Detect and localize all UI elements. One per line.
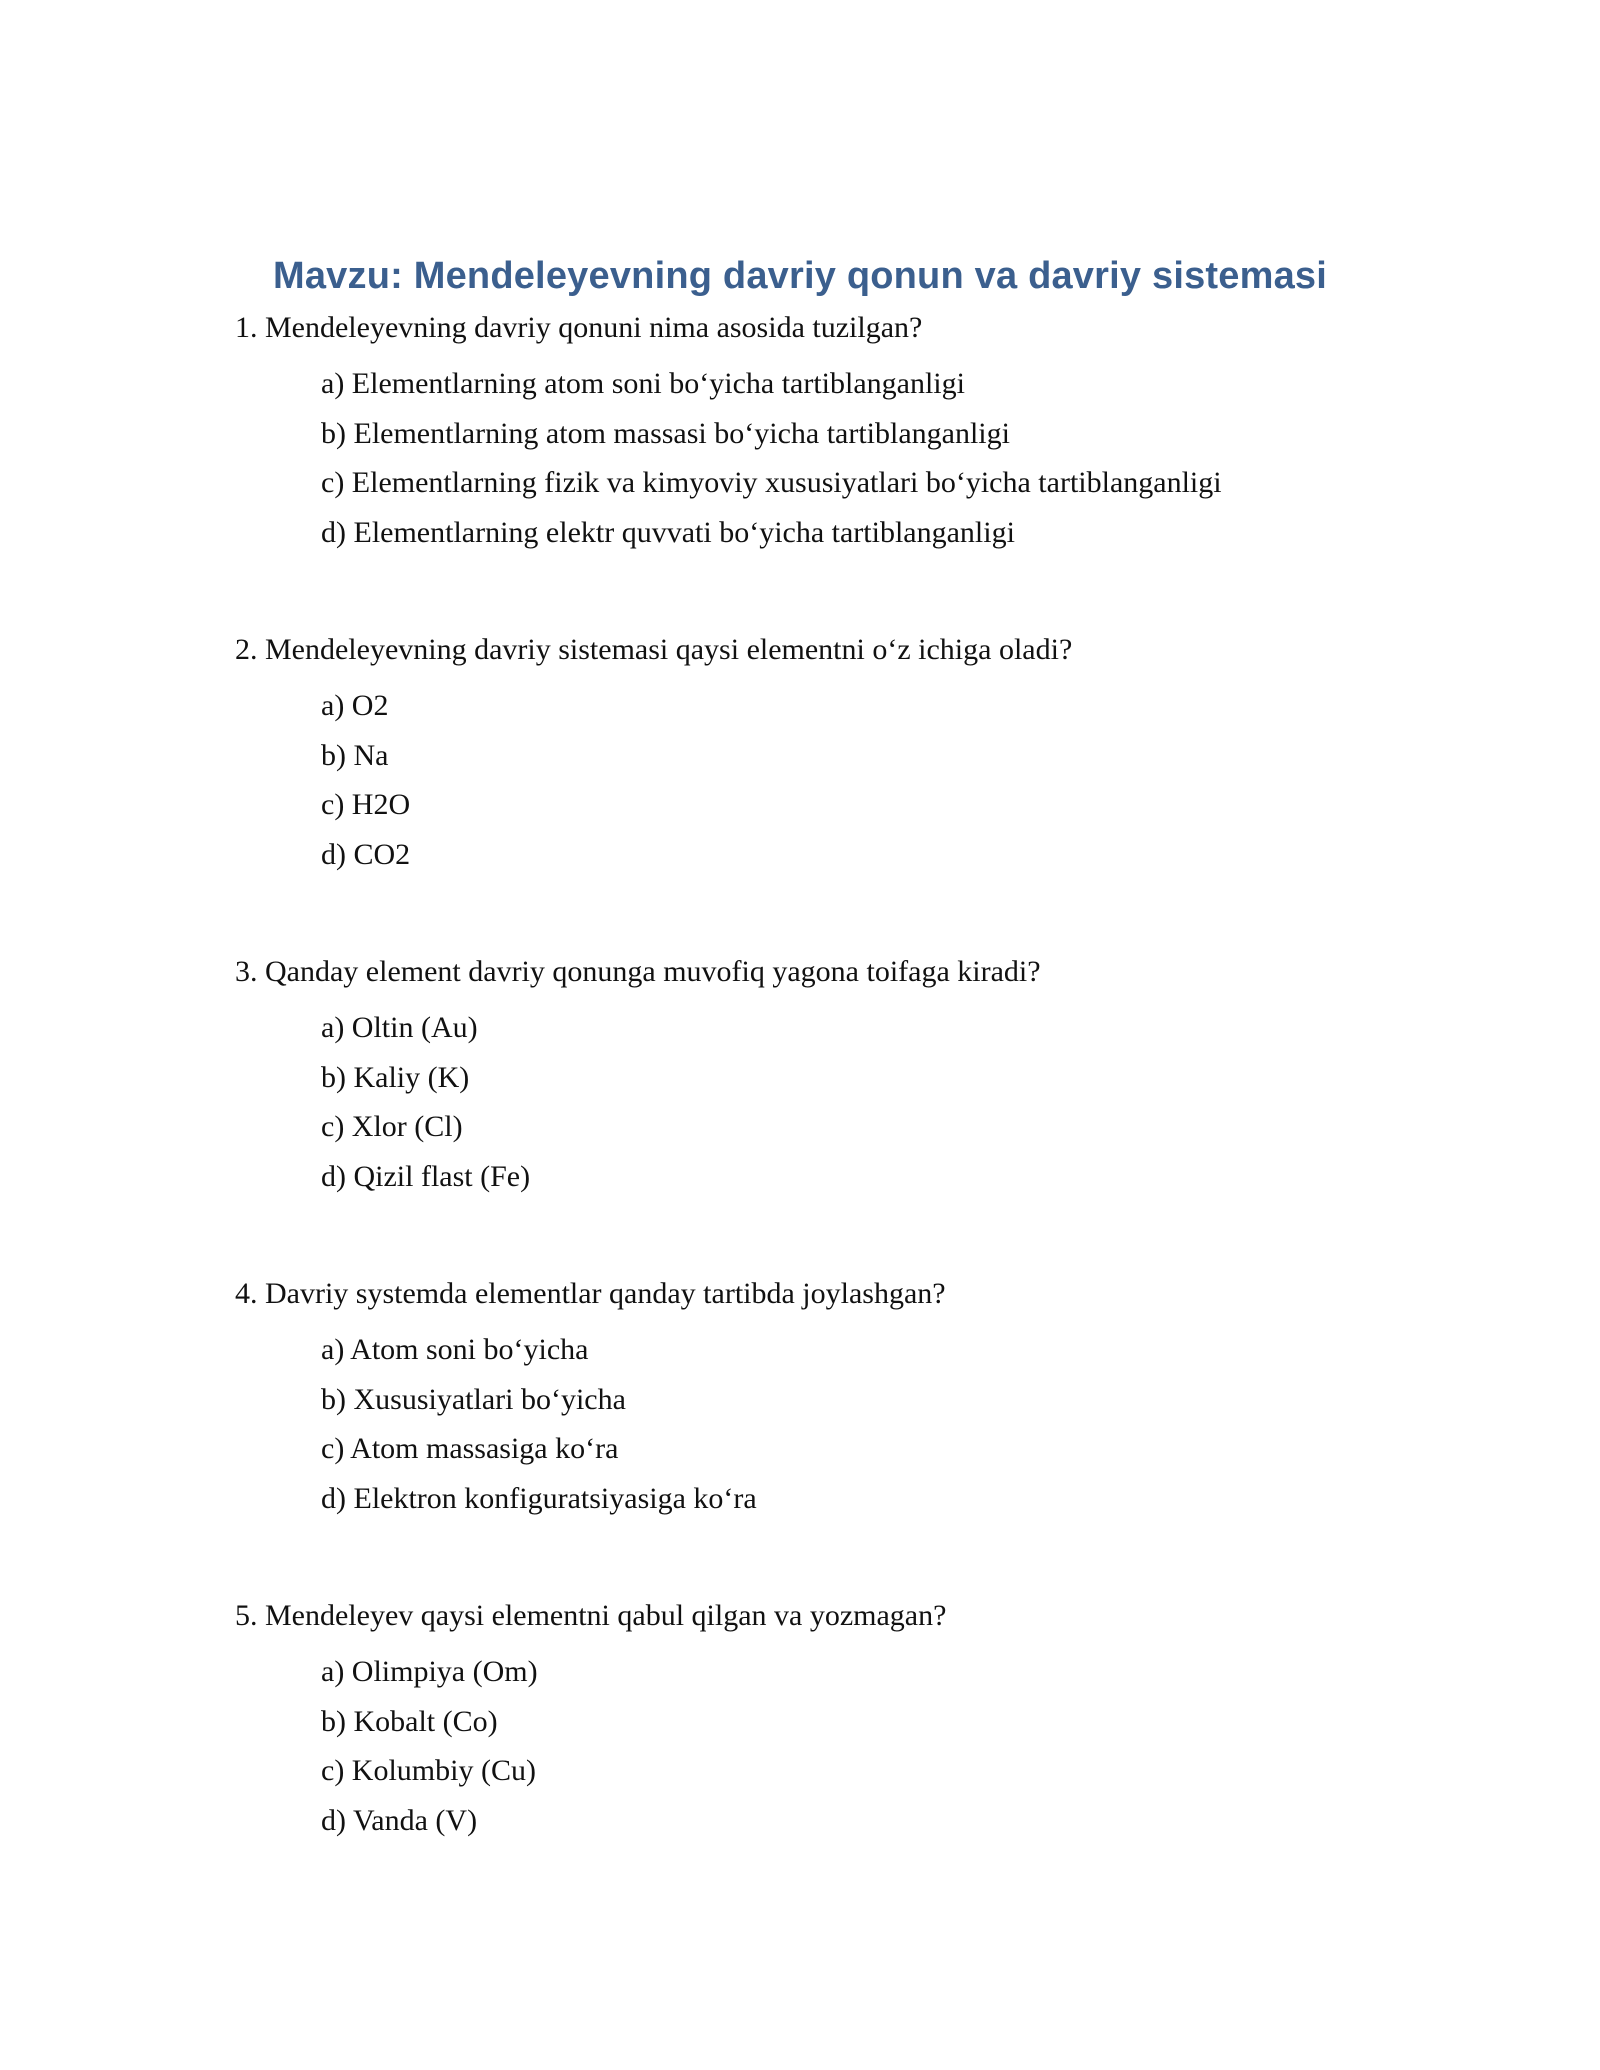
answer-option-d: d) Elementlarning elektr quvvati bo‘yicha tartiblanganligi xyxy=(321,515,1015,549)
question-5 xyxy=(235,1597,1435,1851)
answer-option-d: d) Elektron konfiguratsiyasiga ko‘ra xyxy=(321,1481,757,1515)
answer-option-a: a) O2 xyxy=(321,689,389,722)
answer-option-a: a) Olimpiya (Om) xyxy=(321,1655,538,1688)
answer-option-c: c) H2O xyxy=(321,788,411,821)
question-text: 4. Davriy systemda elementlar qanday tartibda joylashgan? xyxy=(235,1277,946,1310)
question-2 xyxy=(235,631,1435,885)
answer-option-c: c) Xlor (Cl) xyxy=(321,1110,463,1143)
answer-option-c: c) Atom massasiga ko‘ra xyxy=(321,1432,619,1465)
answer-options xyxy=(321,1331,1435,1529)
question-1 xyxy=(235,309,1435,563)
answer-option-d: d) Qizil flast (Fe) xyxy=(321,1159,531,1193)
document-title: Mavzu: Mendeleyevning davriy qonun va davriy sistemasi xyxy=(272,255,1328,297)
answer-option-a: a) Oltin (Au) xyxy=(321,1011,478,1044)
question-text: 2. Mendeleyevning davriy sistemasi qaysi elementni o‘z ichiga oladi? xyxy=(235,633,1073,666)
answer-option-b: b) Kobalt (Co) xyxy=(321,1704,498,1738)
answer-options xyxy=(321,687,1435,885)
answer-option-d: d) Vanda (V) xyxy=(321,1803,478,1837)
answer-option-c: c) Kolumbiy (Cu) xyxy=(321,1754,536,1787)
question-3 xyxy=(235,953,1435,1207)
question-text: 3. Qanday element davriy qonunga muvofiq yagona toifaga kiradi? xyxy=(235,955,1041,988)
answer-options xyxy=(321,365,1435,563)
answer-options xyxy=(321,1653,1435,1851)
answer-option-b: b) Na xyxy=(321,738,389,772)
answer-option-c: c) Elementlarning fizik va kimyoviy xususiyatlari bo‘yicha tartiblanganligi xyxy=(321,466,1222,499)
answer-option-b: b) Xususiyatlari bo‘yicha xyxy=(321,1382,626,1416)
answer-option-a: a) Atom soni bo‘yicha xyxy=(321,1333,589,1366)
answer-option-d: d) CO2 xyxy=(321,837,411,871)
answer-option-b: b) Elementlarning atom massasi bo‘yicha tartiblanganligi xyxy=(321,416,1010,450)
question-text: 5. Mendeleyev qaysi elementni qabul qilgan va yozmagan? xyxy=(235,1599,947,1632)
question-text: 1. Mendeleyevning davriy qonuni nima asosida tuzilgan? xyxy=(235,311,923,344)
answer-options xyxy=(321,1009,1435,1207)
answer-option-a: a) Elementlarning atom soni bo‘yicha tartiblanganligi xyxy=(321,367,965,400)
answer-option-b: b) Kaliy (K) xyxy=(321,1060,470,1094)
question-4 xyxy=(235,1275,1435,1529)
